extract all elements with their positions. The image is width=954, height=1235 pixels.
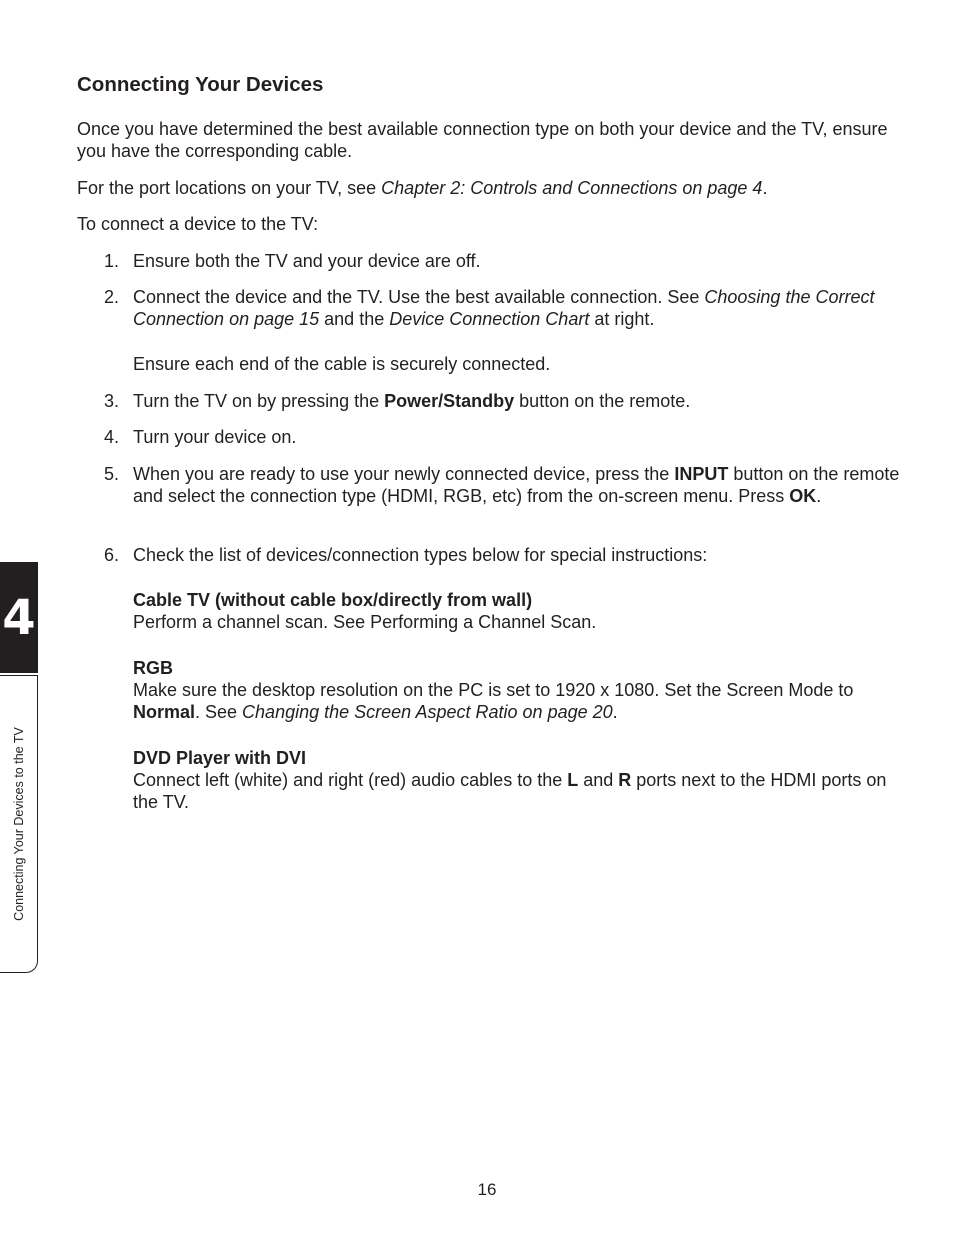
instruction-text: Make sure the desktop resolution on the PC is set to 1920 x 1080. Set the Screen Mode to Normal. See Changing the Screen Aspect Ratio on page 20.	[133, 680, 854, 722]
page-heading: Connecting Your Devices	[77, 73, 324, 96]
step-2-text: Connect the device and the TV. Use the best available connection. See Choosing the Correct Connection on page 15 and the Device Connection Chart at right.	[133, 287, 875, 329]
step-4-text: Turn your device on.	[133, 427, 297, 447]
instruction-text: Connect left (white) and right (red) audio cables to the L and R ports next to the HDMI ports on the TV.	[133, 770, 887, 812]
connect-intro-paragraph: To connect a device to the TV:	[77, 214, 319, 234]
step-number: 5.	[104, 464, 120, 484]
instruction-text: Perform a channel scan. See Performing a Channel Scan.	[133, 612, 597, 632]
chapter-reference: Chapter 2: Controls and Connections on page 4	[381, 178, 763, 198]
step-number: 2.	[104, 287, 120, 307]
instruction-title: Cable TV (without cable box/directly from wall)	[133, 590, 533, 610]
port-location-paragraph: For the port locations on your TV, see Chapter 2: Controls and Connections on page 4.	[77, 178, 768, 198]
intro-paragraph: Once you have determined the best available connection type on both your device and the TV, ensure you have the corresponding cable.	[77, 119, 888, 161]
step-number: 1.	[104, 251, 120, 271]
instruction-title: DVD Player with DVI	[133, 748, 307, 768]
instruction-title: RGB	[133, 658, 173, 678]
step-1-text: Ensure both the TV and your device are off.	[133, 251, 481, 271]
step-number: 6.	[104, 545, 120, 565]
step-3-text: Turn the TV on by pressing the Power/Standby button on the remote.	[133, 391, 691, 411]
instruction-rgb	[133, 657, 903, 723]
chapter-number-tab: 4	[0, 562, 38, 673]
instruction-cable-tv	[133, 589, 903, 633]
chapter-side-label: Connecting Your Devices to the TV	[12, 727, 26, 921]
step-number: 3.	[104, 391, 120, 411]
step-5-text: When you are ready to use your newly connected device, press the INPUT button on the remote and select the connection type (HDMI, RGB, etc) from the on-screen menu. Press OK.	[133, 464, 900, 506]
step-number: 4.	[104, 427, 120, 447]
step-6-text: Check the list of devices/connection types below for special instructions:	[133, 545, 708, 565]
step-2-note: Ensure each end of the cable is securely connected.	[133, 354, 551, 374]
page-number: 16	[477, 1180, 497, 1199]
instruction-dvd-dvi	[133, 747, 903, 813]
